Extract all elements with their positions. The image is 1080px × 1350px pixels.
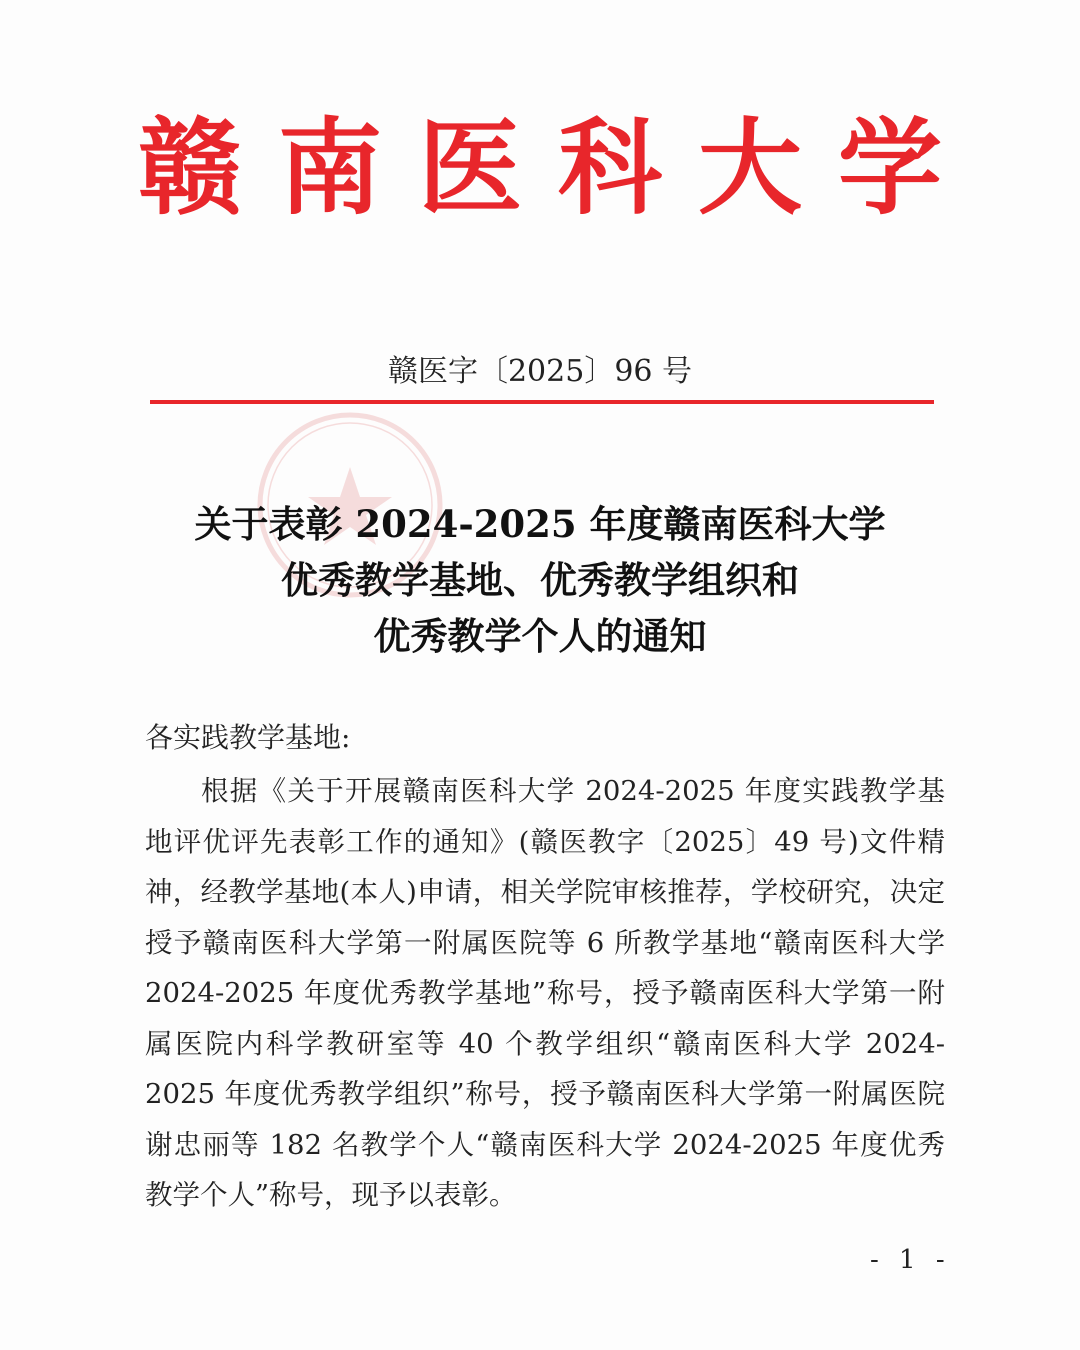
notice-title <box>0 496 1080 664</box>
title-line-2: 优秀教学基地、优秀教学组织和 <box>281 558 799 602</box>
title-line-1: 关于表彰 2024-2025 年度赣南医科大学 <box>194 502 886 546</box>
salutation: 各实践教学基地: <box>145 721 351 754</box>
body-paragraph: 根据《关于开展赣南医科大学 2024-2025 年度实践教学基地评优评先表彰工作的通知》(赣医教字〔2025〕49 号)文件精神，经教学基地(本人)申请，相关学院审核推荐，学校研究，决定授予赣南医科大学第一附属医院等 6 所教学基地“赣南医科大学 2024-2025 年度优秀教学基地”称号，授予赣南医科大学第一附属医院内科学教研室等 40 个教学组织“赣南医科大学 2024-2025 年度优秀教学组织”称号，授予赣南医科大学第一附属医院谢忠丽等 182 名教学个人“赣南医科大学 2024-2025 年度优秀教学个人”称号，现予以表彰。 <box>145 775 945 1211</box>
page-number: - 1 - <box>870 1245 951 1275</box>
red-rule <box>150 400 934 404</box>
red-divider-line <box>150 400 934 404</box>
title-line-3: 优秀教学个人的通知 <box>373 614 707 658</box>
institution-masthead: 赣南医科大学 <box>137 106 978 229</box>
document-number: 赣医字〔2025〕96 号 <box>387 354 693 389</box>
